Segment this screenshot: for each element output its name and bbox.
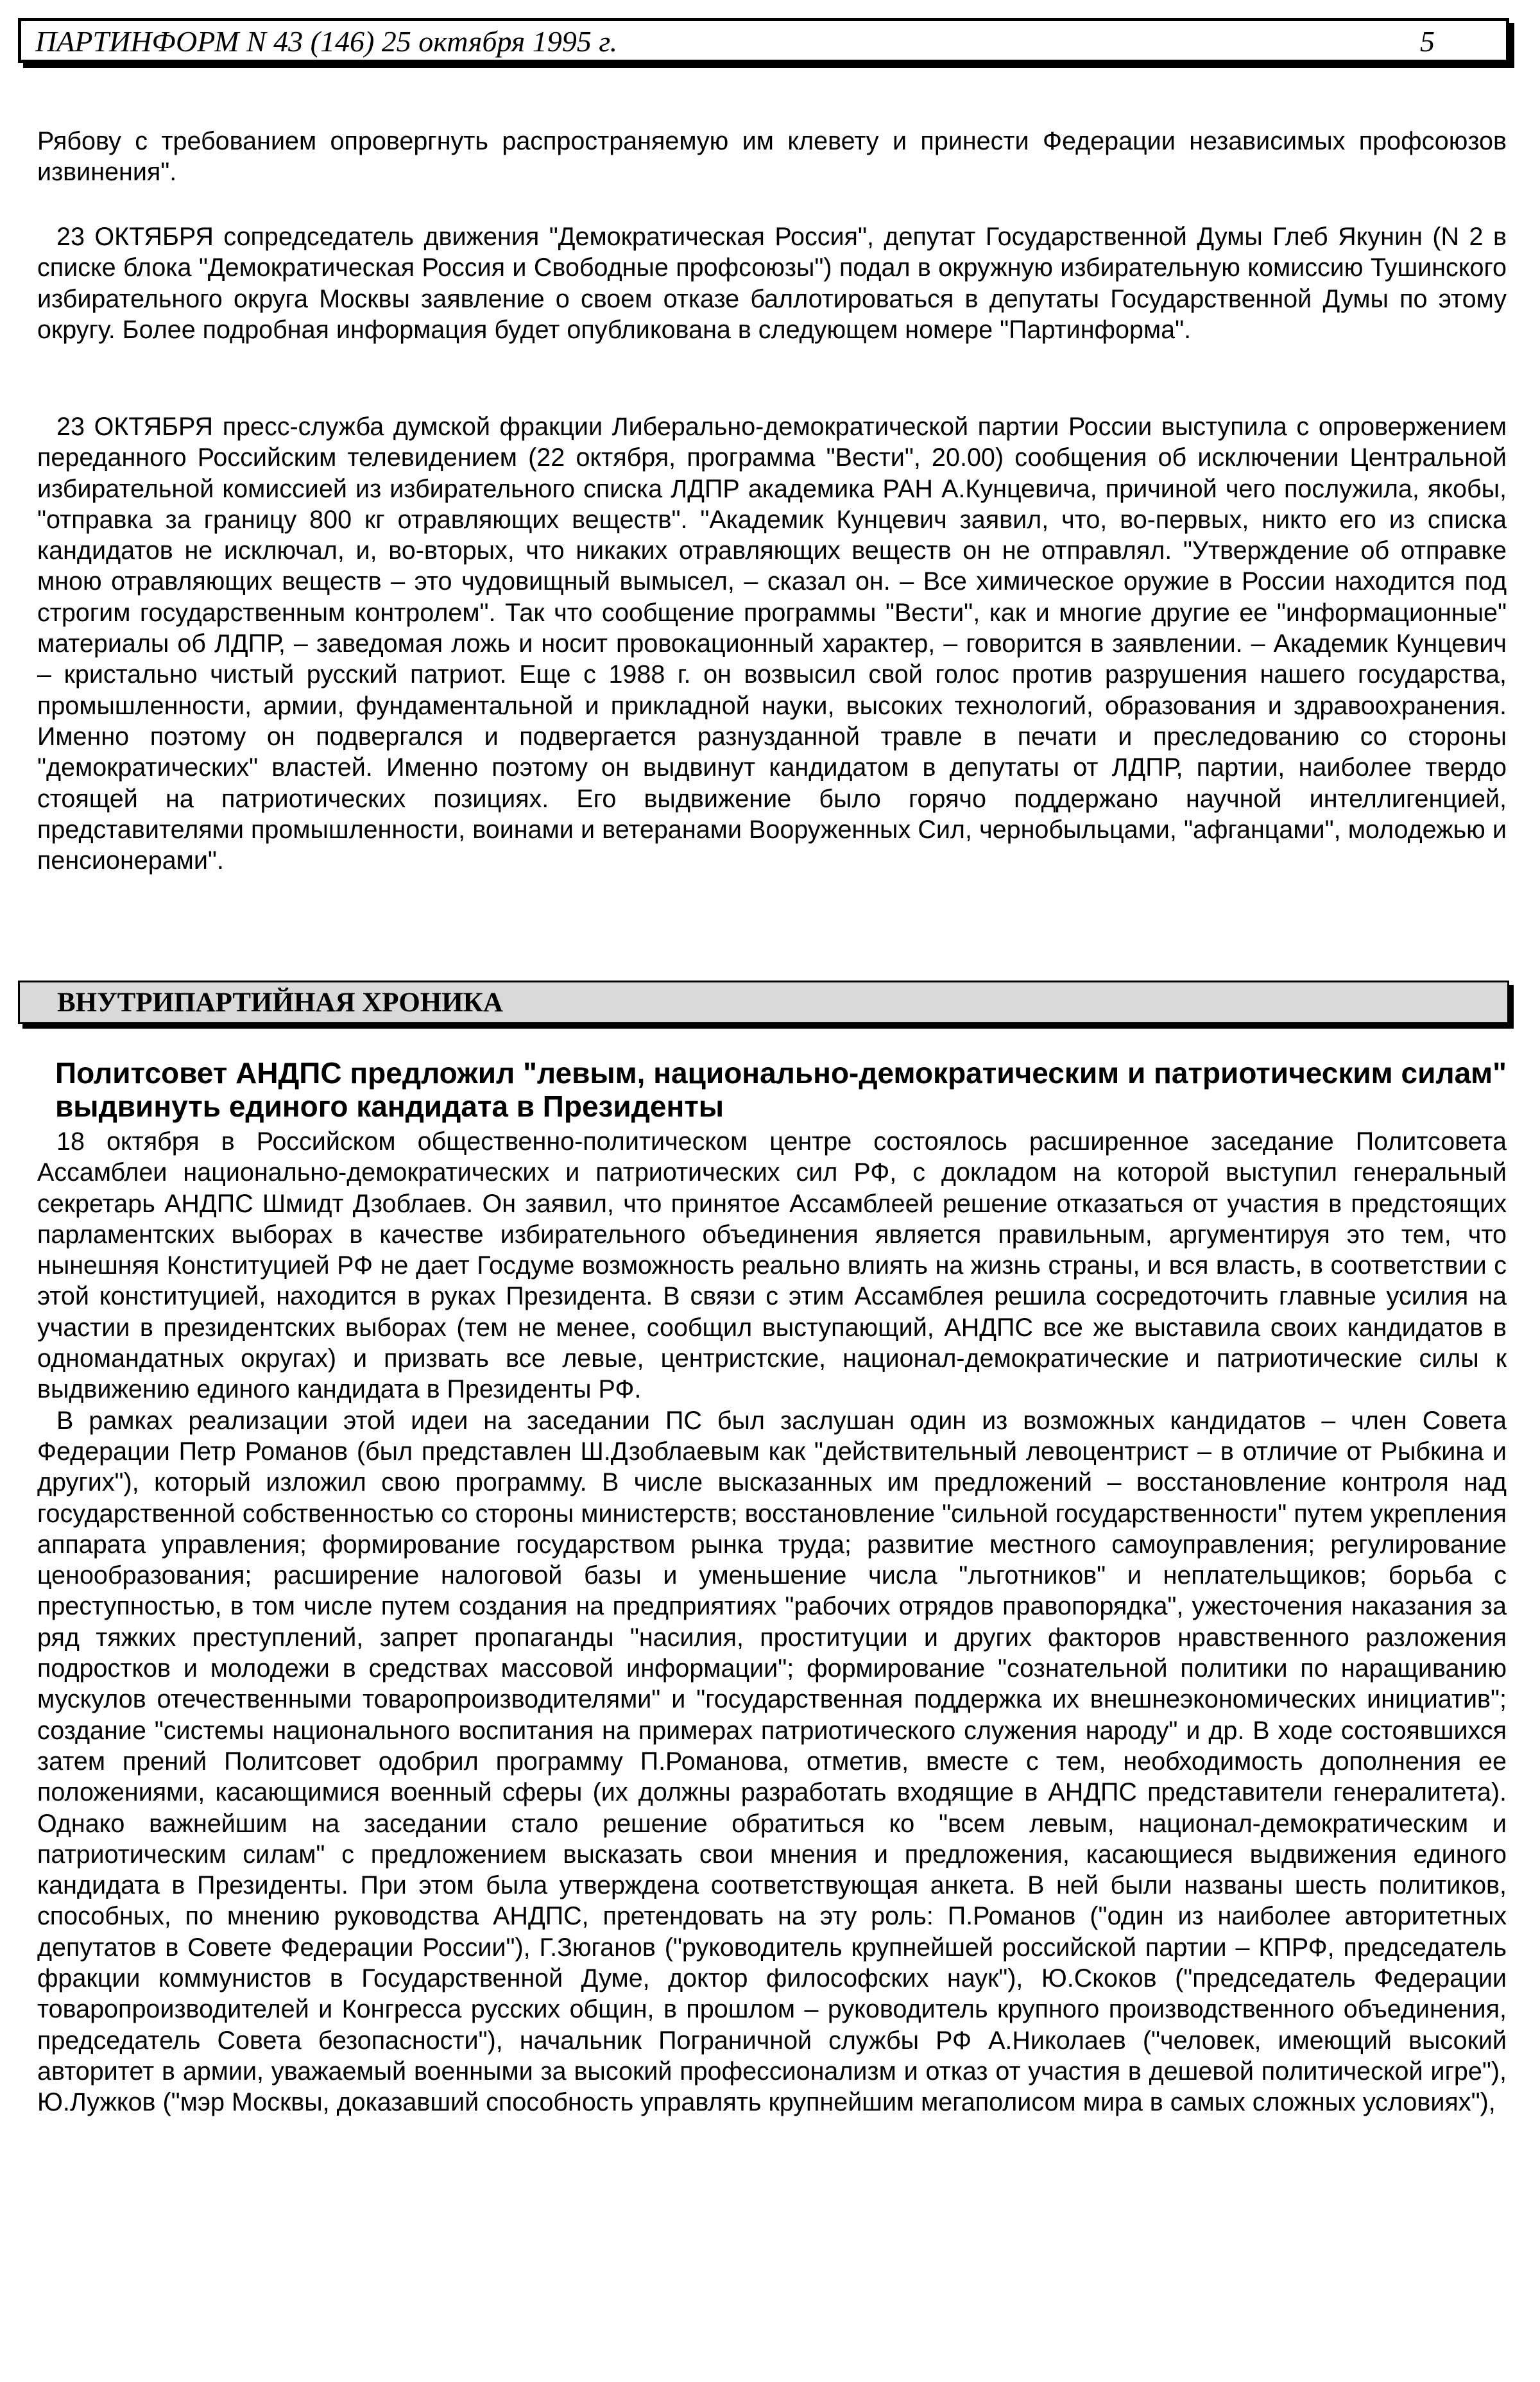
article-headline: Политсовет АНДПС предложил "левым, национально-демократическим и патриотическим силам" выдвинуть единого кандидата в Президенты: [55, 1056, 1507, 1123]
paragraph: 18 октября в Российском общественно-политическом центре состоялось расширенное заседание Политсовета Ассамблеи национально-демократических и патриотических сил РФ, с докладом на которой выступил генеральный секретарь АНДПС Шмидт Дзоблаев. Он заявил, что принятое Ассамблеей решение отказаться от участия в предстоящих парламентских выборах в качестве избирательного объединения является правильным, аргументируя это тем, что нынешняя Конституцией РФ не дает Госдуме возможность реально влиять на жизнь страны, и вся власть, в соответствии с этой конституцией, находится в руках Президента. В связи с этим Ассамблея решила сосредоточить главные усилия на участии в президентских выборах (тем не менее, сообщил выступающий, АНДПС все же выставила своих кандидатов в одномандатных округах) и призвать все левые, центристские, национал-демократические и патриотические силы к выдвижению единого кандидата в Президенты РФ.: [37, 1127, 1507, 1404]
news-item-continuation: [37, 126, 1507, 188]
paragraph: 23 ОКТЯБРЯ сопредседатель движения "Демократическая Россия", депутат Государственной Думы Глеб Якунин (N 2 в списке блока "Демократическая Россия и Свободные профсоюзы") подал в окружную избирательную комиссию Тушинского избирательного округа Москвы заявление о своем отказе баллотироваться в депутаты Государственной Думы по этому округу. Более подробная информация будет опубликована в следующем номере "Партинформа".: [37, 223, 1507, 344]
news-item-ldpr: [37, 411, 1507, 876]
paragraph: 23 ОКТЯБРЯ пресс-служба думской фракции Либерально-демократической партии России выступила с опровержением переданного Российским телевидением (22 октября, программа "Вести", 20.00) сообщения об исключении Центральной избирательной комиссией из избирательного списка ЛДПР академика РАН А.Кунцевича, причиной чего послужила, якобы, "отправка за границу 800 кг отравляющих веществ". "Академик Кунцевич заявил, что, во-первых, никто его из списка кандидатов не исключал, и, во-вторых, что никаких отравляющих веществ он не отправлял. "Утверждение об отправке мною отравляющих веществ – это чудовищный вымысел, – сказал он. – Все химическое оружие в России находится под строгим государственным контролем". Так что сообщение программы "Вести", как и многие другие ее "информационные" материалы об ЛДПР, – заведомая ложь и носит провокационный характер, – говорится в заявлении. – Академик Кунцевич – кристально чистый русский патриот. Еще с 1988 г. он возвысил свой голос против разрушения нашего государства, промышленности, армии, фундаментальной и прикладной науки, высоких технологий, образования и здравоохранения. Именно поэтому он подвергался и подвергается разнузданной травле в печати и преследованию со стороны "демократических" властей. Именно поэтому он выдвинут кандидатом в депутаты от ЛДПР, партии, наиболее твердо стоящей на патриотических позициях. Его выдвижение было горячо поддержано научной интеллигенцией, представителями промышленности, воинами и ветеранами Вооруженных Сил, чернобыльцами, "афганцами", молодежью и пенсионерами".: [37, 413, 1507, 875]
article-body: [37, 1126, 1507, 2118]
publication-title: ПАРТИНФОРМ N 43 (146) 25 октября 1995 г.: [35, 25, 618, 58]
news-item-yakunin: [37, 221, 1507, 345]
page-header: [18, 18, 1509, 63]
page-number: 5: [1420, 25, 1435, 58]
paragraph: В рамках реализации этой идеи на заседании ПС был заслушан один из возможных кандидатов – член Совета Федерации Петр Романов (был представлен Ш.Дзоблаевым как "действительный левоцентрист – в отличие от Рыбкина и других"), который изложил свою программу. В числе высказанных им предложений – восстановление контроля над государственной собственностью со стороны министерств; восстановление "сильной государственности" путем укрепления аппарата управления; формирование государством рынка труда; развитие местного самоуправления; регулирование ценообразования; расширение налоговой базы и уменьшение числа "льготников" и неплательщиков; борьба с преступностью, в том числе путем создания на предприятиях "рабочих отрядов правопорядка", ужесточения наказания за ряд тяжких преступлений, запрет пропаганды "насилия, проституции и других факторов нравственного разложения подростков и молодежи в средствах массовой информации"; формирование "сознательной политики по наращиванию мускулов отечественными товаропроизводителями" и "государственная поддержка их внешнеэкономических инициатив"; создание "системы национального воспитания на примерах патриотического служения народу" и др. В ходе состоявшихся затем прений Политсовет одобрил программу П.Романова, отметив, вместе с тем, необходимость дополнения ее положениями, касающимися военный сферы (их должны разработать входящие в АНДПС представители генералитета). Однако важнейшим на заседании стало решение обратиться ко "всем левым, национал-демократическим и патриотическим силам" с предложением высказать свои мнения и предложения, касающиеся выдвижения единого кандидата в Президенты. При этом была утверждена соответствующая анкета. В ней были названы шесть политиков, способных, по мнению руководства АНДПС, претендовать на эту роль: П.Романов ("один из наиболее авторитетных депутатов в Совете Федерации России"), Г.Зюганов ("руководитель крупнейшей российской партии – КПРФ, председатель фракции коммунистов в Государственной Думе, доктор философских наук"), Ю.Скоков ("председатель Федерации товаропроизводителей и Конгресса русских общин, в прошлом – руководитель крупного производственного объединения, председатель Совета безопасности"), начальник Пограничной службы РФ А.Николаев ("человек, имеющий высокий авторитет в армии, уважаемый военными за высокий профессионализм и отказ от участия в дешевой политической игре"), Ю.Лужков ("мэр Москвы, доказавший способность управлять крупнейшим мегаполисом мира в самых сложных условиях"),: [37, 1406, 1507, 2117]
section-heading-band: [18, 981, 1509, 1024]
section-title: ВНУТРИПАРТИЙНАЯ ХРОНИКА: [57, 988, 503, 1018]
paragraph: Рябову с требованием опровергнуть распространяемую им клевету и принести Федерации независимых профсоюзов извинения".: [37, 127, 1507, 187]
